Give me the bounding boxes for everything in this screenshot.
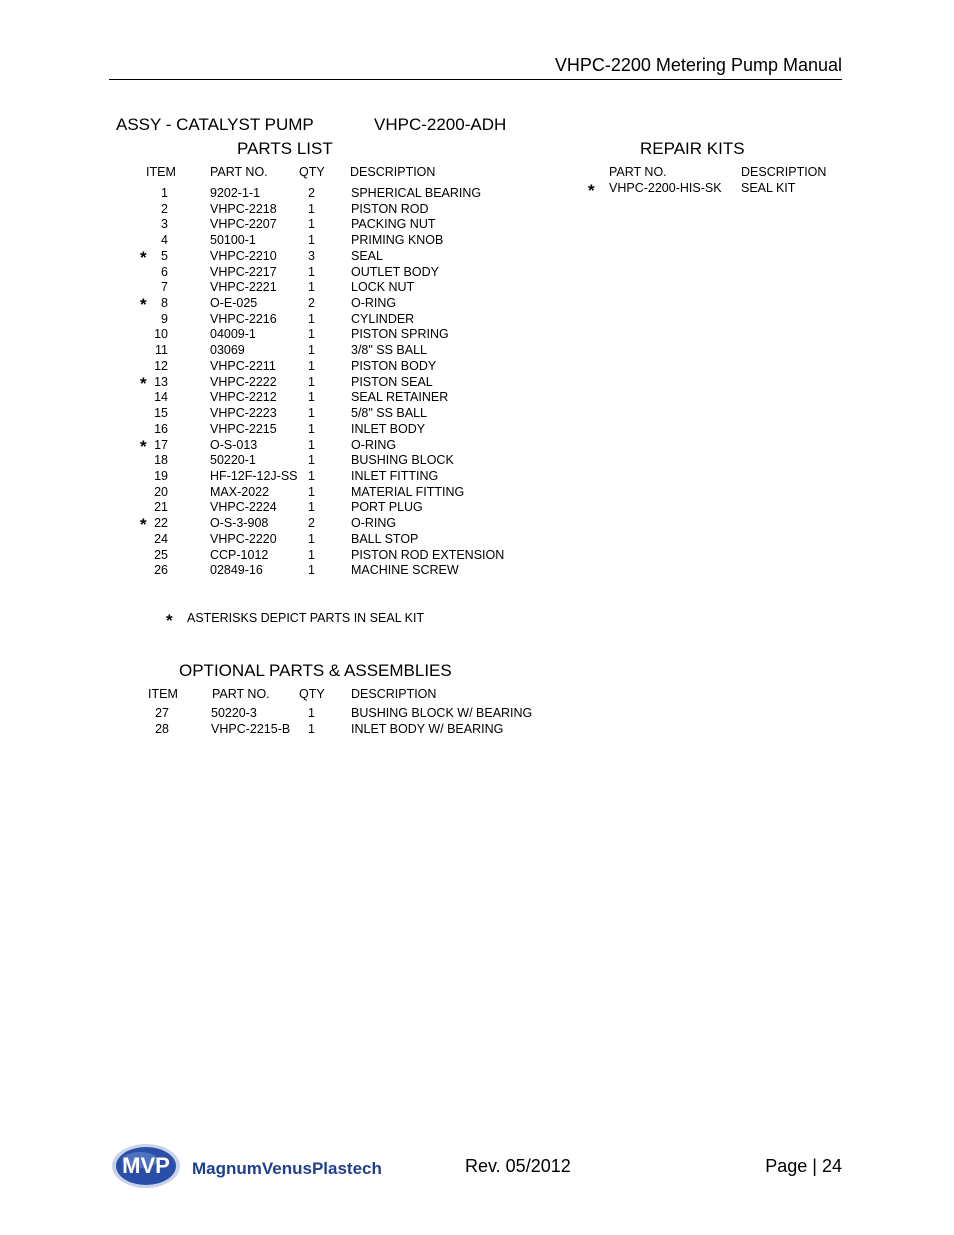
row-item: 18	[154, 453, 168, 467]
row-description: BUSHING BLOCK	[351, 453, 454, 467]
row-part-no: VHPC-2217	[210, 265, 277, 279]
assembly-model: VHPC-2200-ADH	[374, 115, 507, 134]
row-description: PRIMING KNOB	[351, 233, 444, 247]
row-part-no: 50220-1	[210, 453, 256, 467]
row-part-no: VHPC-2224	[210, 500, 277, 514]
row-part-no: VHPC-2215-B	[211, 722, 291, 736]
row-qty: 1	[308, 532, 315, 546]
repair-kits-col-part: PART NO.	[609, 165, 667, 179]
optional-col-desc: DESCRIPTION	[351, 687, 437, 701]
row-item: 3	[161, 217, 168, 231]
row-description: SEAL	[351, 249, 383, 263]
row-qty: 1	[308, 217, 315, 231]
seal-kit-asterisk: *	[140, 295, 147, 314]
revision-date: Rev. 05/2012	[465, 1156, 571, 1176]
row-part-no: MAX-2022	[210, 485, 270, 499]
parts-list-col-item: ITEM	[146, 165, 176, 179]
row-qty: 1	[308, 722, 315, 736]
row-qty: 1	[308, 327, 315, 341]
row-description: BUSHING BLOCK W/ BEARING	[351, 706, 533, 720]
row-qty: 1	[308, 406, 315, 420]
row-description: SEAL RETAINER	[351, 390, 449, 404]
row-item: 1	[161, 186, 168, 200]
row-part-no: 02849-16	[210, 563, 263, 577]
row-description: OUTLET BODY	[351, 265, 439, 279]
row-part-no: VHPC-2218	[210, 202, 277, 216]
manual-title: VHPC-2200 Metering Pump Manual	[554, 55, 842, 75]
row-qty: 3	[308, 249, 315, 263]
row-qty: 1	[308, 563, 315, 577]
row-part-no: VHPC-2215	[210, 422, 277, 436]
optional-parts-title: OPTIONAL PARTS & ASSEMBLIES	[179, 661, 452, 680]
parts-list-col-desc: DESCRIPTION	[350, 165, 436, 179]
row-description: PISTON SPRING	[351, 327, 449, 341]
row-description: 3/8" SS BALL	[351, 343, 428, 357]
repair-kits-title: REPAIR KITS	[640, 139, 745, 158]
row-item: 8	[161, 296, 168, 310]
row-item: 10	[154, 327, 168, 341]
row-qty: 1	[308, 265, 315, 279]
row-item: 27	[155, 706, 169, 720]
row-description: SPHERICAL BEARING	[351, 186, 482, 200]
row-description: INLET BODY W/ BEARING	[351, 722, 504, 736]
row-qty: 1	[308, 706, 315, 720]
row-item: 12	[154, 359, 168, 373]
row-part-no: O-S-3-908	[210, 516, 269, 530]
row-part-no: HF-12F-12J-SS	[210, 469, 298, 483]
repair-kits-col-desc: DESCRIPTION	[741, 165, 827, 179]
row-part-no: 50220-3	[211, 706, 257, 720]
row-qty: 1	[308, 202, 315, 216]
row-item: 13	[154, 375, 168, 389]
page-number: Page | 24	[765, 1156, 842, 1176]
row-item: 15	[154, 406, 168, 420]
seal-kit-note: ASTERISKS DEPICT PARTS IN SEAL KIT	[187, 611, 425, 625]
row-part-no: VHPC-2220	[210, 532, 277, 546]
row-qty: 1	[308, 485, 315, 499]
row-qty: 2	[308, 516, 315, 530]
row-description: PORT PLUG	[351, 500, 423, 514]
row-part-no: VHPC-2212	[210, 390, 277, 404]
optional-col-qty: QTY	[299, 687, 325, 701]
row-description: BALL STOP	[351, 532, 419, 546]
row-description: O-RING	[351, 516, 397, 530]
row-item: 21	[154, 500, 168, 514]
row-qty: 2	[308, 296, 315, 310]
seal-kit-asterisk: *	[588, 181, 595, 200]
seal-kit-asterisk: *	[140, 515, 147, 534]
repair-kit-part: VHPC-2200-HIS-SK	[609, 181, 722, 195]
row-part-no: VHPC-2216	[210, 312, 277, 326]
row-description: O-RING	[351, 296, 397, 310]
row-qty: 2	[308, 186, 315, 200]
row-item: 16	[154, 422, 168, 436]
parts-list-col-part: PART NO.	[210, 165, 268, 179]
row-description: MACHINE SCREW	[351, 563, 459, 577]
row-item: 9	[161, 312, 168, 326]
row-part-no: 04009-1	[210, 327, 256, 341]
row-item: 2	[161, 202, 168, 216]
row-description: 5/8" SS BALL	[351, 406, 428, 420]
assembly-label: ASSY - CATALYST PUMP	[116, 115, 314, 134]
seal-kit-asterisk: *	[140, 248, 147, 267]
header-rule	[109, 79, 842, 80]
row-part-no: VHPC-2210	[210, 249, 277, 263]
row-qty: 1	[308, 280, 315, 294]
row-description: PISTON SEAL	[351, 375, 433, 389]
row-qty: 1	[308, 312, 315, 326]
row-part-no: VHPC-2207	[210, 217, 277, 231]
optional-col-item: ITEM	[148, 687, 178, 701]
logo-wordmark: MagnumVenusPlastech	[192, 1159, 382, 1178]
row-description: PACKING NUT	[351, 217, 436, 231]
row-part-no: VHPC-2221	[210, 280, 277, 294]
row-part-no: 03069	[210, 343, 245, 357]
seal-kit-asterisk: *	[140, 374, 147, 393]
row-description: INLET FITTING	[351, 469, 439, 483]
row-item: 5	[161, 249, 168, 263]
repair-kit-desc: SEAL KIT	[741, 181, 796, 195]
row-description: INLET BODY	[351, 422, 426, 436]
row-qty: 1	[308, 390, 315, 404]
row-description: PISTON ROD	[351, 202, 429, 216]
parts-list-col-qty: QTY	[299, 165, 325, 179]
row-description: LOCK NUT	[351, 280, 415, 294]
row-part-no: 50100-1	[210, 233, 256, 247]
row-description: O-RING	[351, 438, 397, 452]
row-part-no: O-S-013	[210, 438, 258, 452]
row-item: 28	[155, 722, 169, 736]
row-description: CYLINDER	[351, 312, 415, 326]
row-qty: 1	[308, 469, 315, 483]
optional-col-part: PART NO.	[212, 687, 270, 701]
parts-list-title: PARTS LIST	[237, 139, 333, 158]
row-part-no: VHPC-2222	[210, 375, 277, 389]
row-item: 4	[161, 233, 168, 247]
note-asterisk: *	[166, 611, 173, 630]
row-item: 6	[161, 265, 168, 279]
row-item: 14	[154, 390, 168, 404]
row-qty: 1	[308, 453, 315, 467]
row-qty: 1	[308, 500, 315, 514]
row-item: 24	[154, 532, 168, 546]
company-logo	[110, 1132, 400, 1194]
row-qty: 1	[308, 233, 315, 247]
row-item: 22	[154, 516, 168, 530]
row-qty: 1	[308, 359, 315, 373]
row-item: 25	[154, 548, 168, 562]
seal-kit-asterisk: *	[140, 437, 147, 456]
row-item: 20	[154, 485, 168, 499]
row-qty: 1	[308, 422, 315, 436]
row-item: 26	[154, 563, 168, 577]
row-item: 7	[161, 280, 168, 294]
row-description: PISTON BODY	[351, 359, 437, 373]
row-qty: 1	[308, 548, 315, 562]
row-part-no: 9202-1-1	[210, 186, 261, 200]
row-description: MATERIAL FITTING	[351, 485, 465, 499]
row-qty: 1	[308, 375, 315, 389]
row-part-no: CCP-1012	[210, 548, 269, 562]
logo-mark: MVP	[122, 1153, 170, 1178]
row-qty: 1	[308, 343, 315, 357]
row-item: 19	[154, 469, 168, 483]
row-description: PISTON ROD EXTENSION	[351, 548, 505, 562]
row-part-no: VHPC-2223	[210, 406, 277, 420]
row-part-no: VHPC-2211	[210, 359, 276, 373]
row-part-no: O-E-025	[210, 296, 258, 310]
row-item: 11	[155, 343, 168, 357]
row-qty: 1	[308, 438, 315, 452]
row-item: 17	[154, 438, 168, 452]
